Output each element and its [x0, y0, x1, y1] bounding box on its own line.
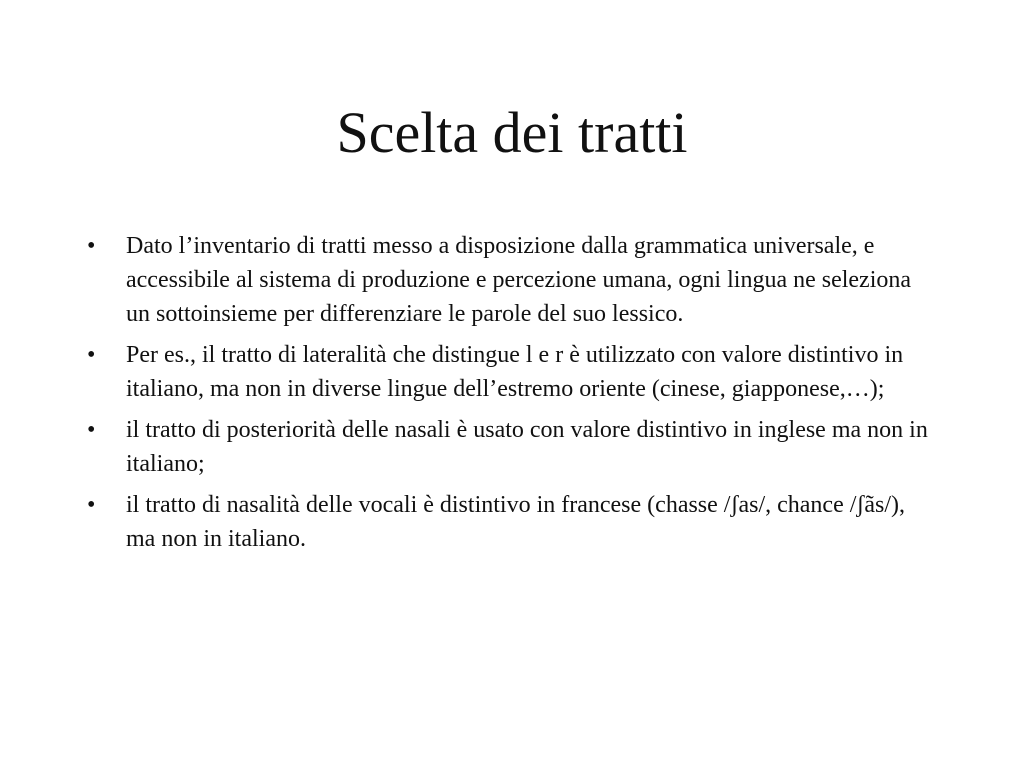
- bullet-item: [87, 229, 936, 331]
- bullet-dot-icon: •: [87, 417, 96, 443]
- bullet-dot-icon: •: [87, 342, 96, 368]
- bullet-item: [87, 413, 936, 481]
- bullet-dot-icon: •: [87, 233, 96, 259]
- bullet-text: Per es., il tratto di lateralità che distingue l e r è utilizzato con valore distintivo in italiano, ma non in diverse lingue dell’estremo oriente (cinese, giapponese,…);: [126, 342, 904, 402]
- slide-title: Scelta dei tratti: [336, 100, 688, 165]
- bullet-text: Dato l’inventario di tratti messo a disposizione dalla grammatica universale, e accessibile al sistema di produzione e percezione umana, ogni lingua ne seleziona un sottoinsieme per differenziare le parole del suo lessico.: [126, 233, 912, 327]
- bullet-text: il tratto di posteriorità delle nasali è usato con valore distintivo in inglese ma non in italiano;: [126, 417, 928, 477]
- bullet-item: [87, 338, 936, 406]
- bullet-dot-icon: •: [87, 492, 96, 518]
- bullet-item: [87, 488, 936, 556]
- bullet-text: il tratto di nasalità delle vocali è distintivo in francese (chasse /ʃas/, chance /ʃãs/), ma non in italiano.: [126, 492, 906, 552]
- bullet-list: [87, 229, 936, 563]
